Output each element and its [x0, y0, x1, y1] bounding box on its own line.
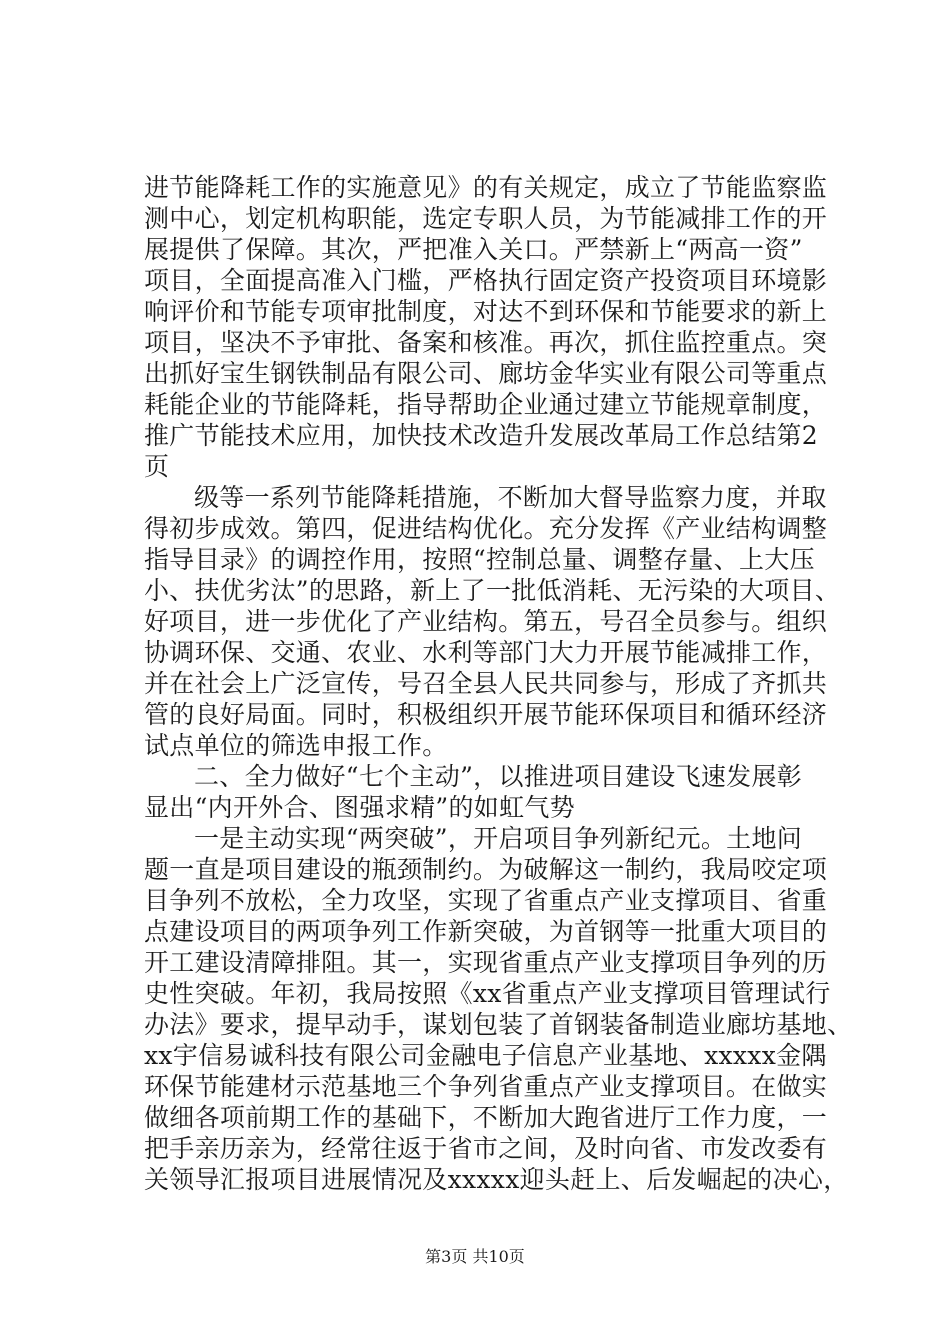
text-line: 指导目录》的调控作用，按照“控制总量、调整存量、上大压: [144, 545, 815, 574]
text-line: 进节能降耗工作的实施意见》的有关规定，成立了节能监察监: [144, 173, 828, 202]
text-line: 一是主动实现“两突破”，开启项目争列新纪元。土地问: [194, 824, 803, 853]
text-line: 显出“内开外合、图强求精”的如虹气势: [144, 793, 575, 822]
text-line: 试点单位的筛选申报工作。: [144, 731, 448, 760]
text-line: 测中心，划定机构职能，选定专职人员，为节能减排工作的开: [144, 204, 828, 233]
page-number-footer: 第3页 共10页: [425, 1247, 525, 1266]
text-line: 页: [144, 452, 170, 481]
text-line: 好项目，进一步优化了产业结构。第五，号召全员参与。组织: [144, 607, 828, 636]
text-line: 关领导汇报项目进展情况及xxxxx迎头赶上、后发崛起的决心，: [144, 1165, 849, 1194]
text-line: 出抓好宝生钢铁制品有限公司、廊坊金华实业有限公司等重点: [144, 359, 828, 388]
text-line: 推广节能技术应用，加快技术改造升发展改革局工作总结第2: [144, 421, 819, 450]
text-line: 办法》要求，提早动手，谋划包装了首钢装备制造业廊坊基地、: [144, 1010, 853, 1039]
text-line: 并在社会上广泛宣传，号召全县人民共同参与，形成了齐抓共: [144, 669, 828, 698]
text-line: 做细各项前期工作的基础下，不断加大跑省进厅工作力度，一: [144, 1103, 828, 1132]
text-line: 小、扶优劣汰”的思路，新上了一批低消耗、无污染的大项目、: [144, 576, 841, 605]
paragraph: [144, 482, 841, 761]
document-body: [144, 172, 853, 1195]
text-line: xx宇信易诚科技有限公司金融电子信息产业基地、xxxxx金隅: [144, 1041, 827, 1070]
text-line: 协调环保、交通、农业、水利等部门大力开展节能减排工作，: [144, 638, 828, 667]
text-line: 开工建设清障排阻。其一，实现省重点产业支撑项目争列的历: [144, 948, 828, 977]
text-line: 项目，全面提高准入门槛，严格执行固定资产投资项目环境影: [144, 266, 828, 295]
paragraph: [144, 172, 828, 482]
text-line: 把手亲历亲为，经常往返于省市之间，及时向省、市发改委有: [144, 1134, 828, 1163]
text-line: 目争列不放松，全力攻坚，实现了省重点产业支撑项目、省重: [144, 886, 828, 915]
text-line: 级等一系列节能降耗措施，不断加大督导监察力度，并取: [194, 483, 827, 512]
paragraph: [144, 823, 853, 1195]
text-line: 环保节能建材示范基地三个争列省重点产业支撑项目。在做实: [144, 1072, 828, 1101]
text-line: 耗能企业的节能降耗，指导帮助企业通过建立节能规章制度，: [144, 390, 828, 419]
text-line: 二、全力做好“七个主动”，以推进项目建设飞速发展彰: [194, 762, 803, 791]
text-line: 展提供了保障。其次，严把准入关口。严禁新上“两高一资”: [144, 235, 803, 264]
section-heading: [144, 761, 824, 823]
text-line: 得初步成效。第四，促进结构优化。充分发挥《产业结构调整: [144, 514, 828, 543]
text-line: 点建设项目的两项争列工作新突破，为首钢等一批重大项目的: [144, 917, 828, 946]
text-line: 响评价和节能专项审批制度，对达不到环保和节能要求的新上: [144, 297, 828, 326]
text-line: 史性突破。年初，我局按照《xx省重点产业支撑项目管理试行: [144, 979, 831, 1008]
text-line: 题一直是项目建设的瓶颈制约。为破解这一制约，我局咬定项: [144, 855, 828, 884]
text-line: 管的良好局面。同时，积极组织开展节能环保项目和循环经济: [144, 700, 828, 729]
text-line: 项目，坚决不予审批、备案和核准。再次，抓住监控重点。突: [144, 328, 828, 357]
